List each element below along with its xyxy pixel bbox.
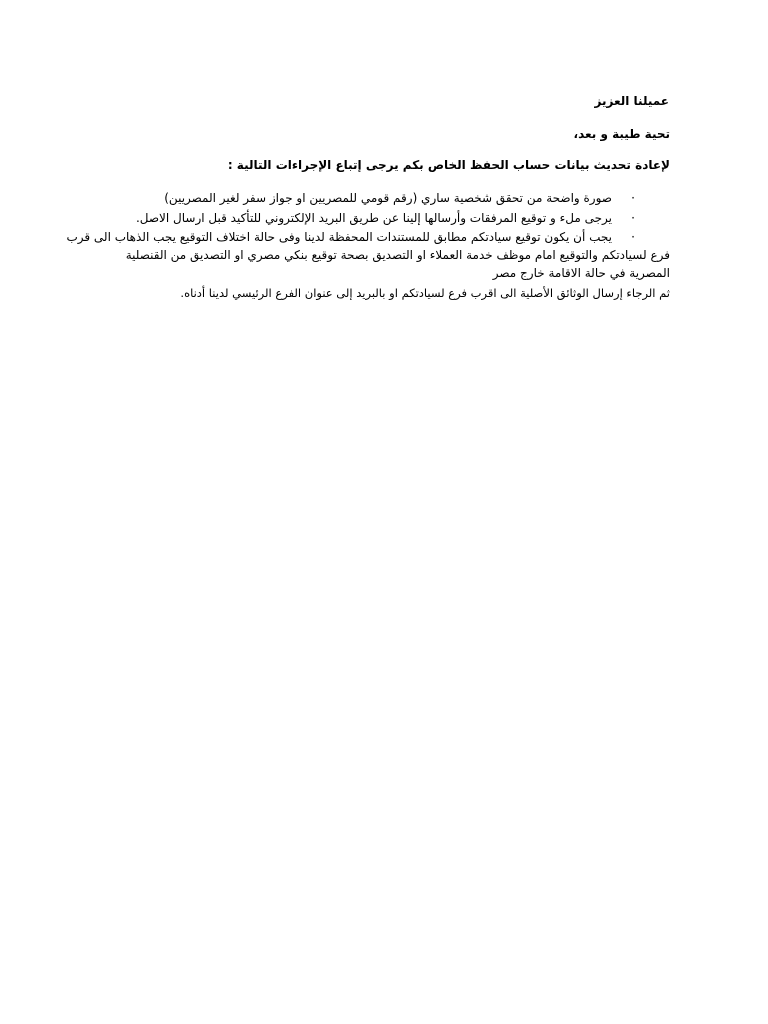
bullet-marker: · (631, 191, 635, 205)
bullet-marker: · (631, 211, 635, 225)
bullet-text: يجب أن يكون توقيع سيادتكم مطابق للمستندات المحفظة لدينا وفى حالة اختلاف التوقيع يجب الذهاب الى قرب (66, 230, 612, 244)
bullet-item-sign-attachments (136, 210, 640, 226)
bullet-continuation-line: فرع لسيادتكم والتوقيع امام موظف خدمة العملاء او التصديق بصحة توقيع بنكي مصري او التصديق من القنصلية (125, 248, 670, 262)
bullet-text: يرجى ملء و توقيع المرفقات وأرسالها إلينا عن طريق البريد الإلكتروني للتأكيد قبل ارسال الاصل. (135, 211, 612, 225)
letter-salutation: تحية طيبة و بعد، (573, 127, 670, 141)
bullet-continuation-line: المصرية في حالة الاقامة خارج مصر (492, 266, 670, 280)
bullet-item-signature-match (66, 229, 640, 245)
bullet-marker: · (631, 230, 635, 244)
closing-instruction: ثم الرجاء إرسال الوثائق الأصلية الى اقرب فرع لسيادتكم او بالبريد إلى عنوان الفرع الرئيسي لدينا أدناه. (180, 286, 670, 300)
bullet-text: صورة واضحة من تحقق شخصية ساري (رقم قومي للمصريين او جواز سفر لغير المصريين) (164, 191, 612, 205)
bullet-item-id-copy (164, 190, 640, 206)
letter-intro: لإعادة تحديث بيانات حساب الحفظ الخاص بكم يرجى إتباع الإجراءات التالية : (227, 158, 670, 172)
letter-greeting: عميلنا العزيز (594, 94, 669, 108)
